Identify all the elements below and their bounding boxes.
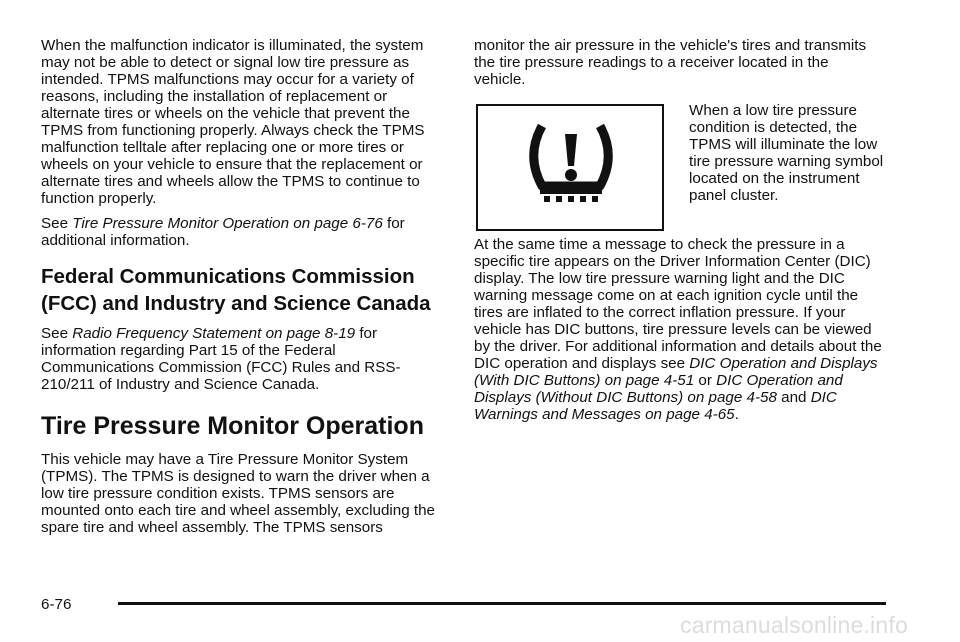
tire-pressure-figure [476, 104, 664, 231]
figure-caption-text: When a low tire pressure condition is detected, the TPMS will illuminate the low tire pressure warning symbol located on the instrument panel cluster. [689, 102, 884, 204]
page-number: 6-76 [41, 596, 72, 613]
left-column [41, 37, 446, 536]
tire-pressure-warning-icon [528, 124, 614, 214]
see-suffix: for additional information. [41, 215, 405, 249]
malfunction-paragraph: When the malfunction indicator is illuminated, the system may not be able to detect or signal low tire pressure as intended. TPMS malfunctions may occur for a variety of reasons, including the installation of replacement or alternate tires or wheels on the vehicle that prevent the TPMS from functioning properly. Always check the TPMS malfunction telltale after replacing one or more tires or wheels on your vehicle to ensure that the replacement or alternate tires and wheels allow the TPMS to continue to function properly. [41, 37, 425, 207]
fcc-paragraph [41, 325, 446, 393]
footer-rule [118, 602, 886, 605]
dic-with-buttons-link[interactable]: DIC Operation and Displays (With DIC Buttons) on page 4-51 [474, 355, 878, 389]
tpms-paragraph: This vehicle may have a Tire Pressure Monitor System (TPMS). The TPMS is designed to warn the driver when a low tire pressure condition exists. TPMS sensors are mounted onto each tire and wheel assembly, excluding the spare tire and wheel assembly. The TPMS sensors [41, 451, 435, 536]
dic-paragraph [474, 236, 884, 423]
fcc-suffix: for information regarding Part 15 of the Federal Communications Commission (FCC) Rules and RSS-210/211 of Industry and Science Canada. [41, 325, 401, 393]
radio-frequency-link[interactable]: Radio Frequency Statement on page 8-19 [72, 325, 356, 342]
tpms-heading: Tire Pressure Monitor Operation [41, 412, 424, 440]
dic-warnings-link[interactable]: DIC Warnings and Messages on page 4-65 [474, 389, 837, 423]
end-text: . [734, 406, 739, 423]
or-text: or [694, 372, 717, 389]
dic-text: At the same time a message to check the pressure in a specific tire appears on the Driver Information Center (DIC) display. The low tire pressure warning light and the DIC warning message come on at each ignition cycle until the tires are inflated to the correct inflation pressure. If your vehicle has DIC buttons, tire pressure levels can be viewed by the driver. For additional information and details about the DIC operation and displays see [474, 236, 882, 372]
dic-without-buttons-link[interactable]: DIC Operation and Displays (Without DIC Buttons) on page 4-58 [474, 372, 843, 406]
continued-paragraph: monitor the air pressure in the vehicle's tires and transmits the tire pressure readings to a receiver located in the vehicle. [474, 37, 867, 88]
fcc-heading: Federal Communications Commission (FCC) and Industry and Science Canada [41, 265, 431, 315]
see-prefix: See [41, 215, 73, 232]
right-column [474, 37, 884, 423]
see-tpms-paragraph [41, 215, 446, 249]
tpms-operation-link[interactable]: Tire Pressure Monitor Operation on page 6-76 [72, 215, 383, 232]
watermark: carmanualsonline.info [680, 612, 908, 638]
see-prefix: See [41, 325, 73, 342]
figure-row [474, 104, 884, 236]
and-text: and [776, 389, 811, 406]
